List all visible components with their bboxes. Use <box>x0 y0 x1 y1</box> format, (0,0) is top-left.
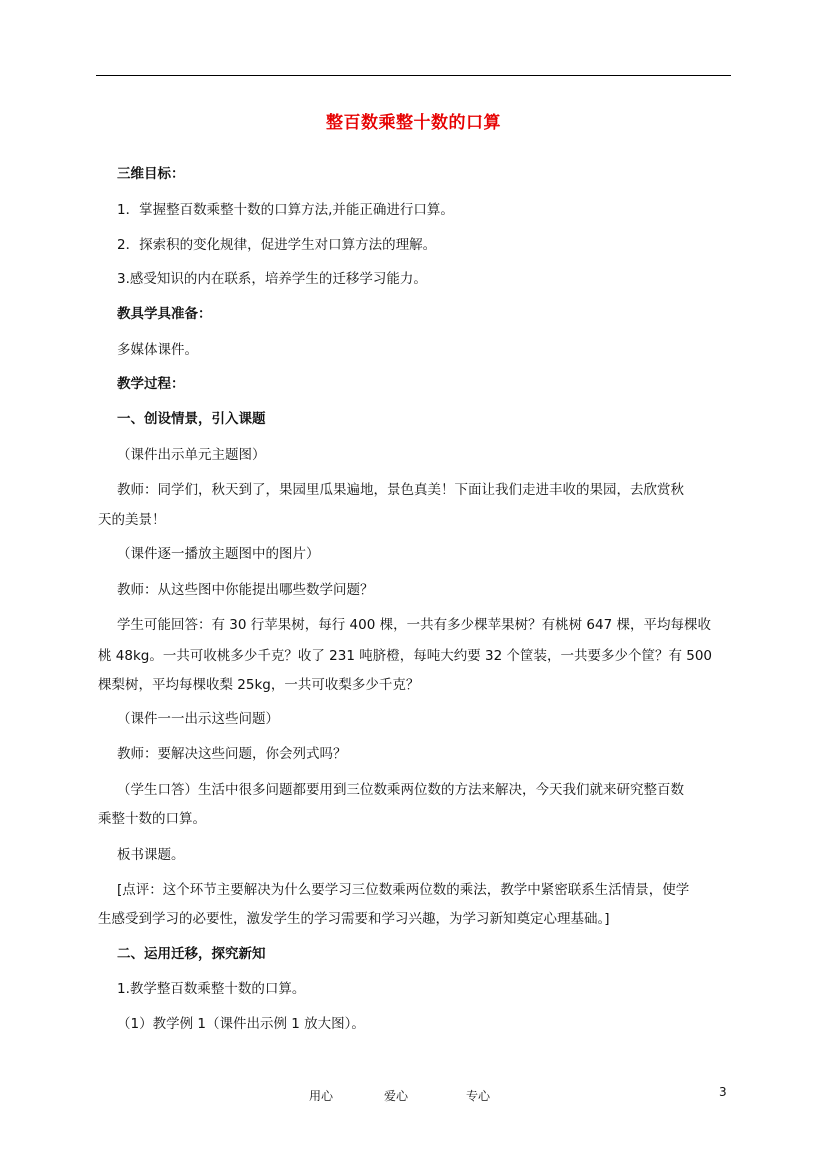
footer-middle: 爱心 <box>384 1089 409 1103</box>
header-rule <box>96 75 731 76</box>
goal-item-3: 3.感受知识的内在联系，培养学生的迁移学习能力。 <box>117 271 427 287</box>
footer-left: 用心 <box>309 1089 334 1103</box>
paragraph-line: 乘整十数的口算。 <box>98 811 206 827</box>
paragraph: 教师：要解决这些问题，你会列式吗？ <box>117 746 347 762</box>
document-title: 整百数乘整十数的口算 <box>326 113 501 133</box>
paragraph: 教师：从这些图中你能提出哪些数学问题？ <box>117 582 374 598</box>
paragraph-line: 桃 48kg。一共可收桃多少千克？收了 231 吨脐橙，每吨大约要 32 个筐装，一共要多少个筐？有 500 <box>98 648 713 664</box>
goal-heading: 三维目标： <box>117 166 185 182</box>
goal-item-1: 1．掌握整百数乘整十数的口算方法,并能正确进行口算。 <box>117 202 454 218</box>
paragraph: （课件一一出示这些问题） <box>117 711 279 727</box>
paragraph-line: 天的美景！ <box>98 512 166 528</box>
paragraph-line: （学生口答）生活中很多问题都要用到三位数乘两位数的方法来解决，今天我们就来研究整百数 <box>117 782 684 798</box>
section-heading-1: 一、创设情景，引入课题 <box>117 411 266 427</box>
comment-line: 生感受到学习的必要性，激发学生的学习需要和学习兴趣，为学习新知奠定心理基础。] <box>98 911 610 927</box>
paragraph-line: 教师：同学们，秋天到了，果园里瓜果遍地，景色真美！下面让我们走进丰收的果园，去欣赏秋 <box>117 482 684 498</box>
paragraph-line: 棵梨树，平均每棵收梨 25kg，一共可收梨多少千克？ <box>98 677 420 693</box>
paragraph: （1）教学例 1（课件出示例 1 放大图）。 <box>117 1016 365 1032</box>
paragraph: （课件逐一播放主题图中的图片） <box>117 546 320 562</box>
process-heading: 教学过程： <box>117 376 185 392</box>
section-heading-2: 二、运用迁移，探究新知 <box>117 946 266 962</box>
paragraph: 板书课题。 <box>117 847 185 863</box>
paragraph-line: 学生可能回答：有 30 行苹果树，每行 400 棵，一共有多少棵苹果树？有桃树 647 棵，平均每棵收 <box>117 617 711 633</box>
prep-heading: 教具学具准备： <box>117 306 212 322</box>
footer-right: 专心 <box>466 1089 491 1103</box>
comment-line: [点评：这个环节主要解决为什么要学习三位数乘两位数的乘法，教学中紧密联系生活情景，使学 <box>117 882 690 898</box>
page-number: 3 <box>719 1085 727 1099</box>
prep-text: 多媒体课件。 <box>117 342 198 358</box>
paragraph: 1.教学整百数乘整十数的口算。 <box>117 981 306 997</box>
goal-item-2: 2．探索积的变化规律，促进学生对口算方法的理解。 <box>117 237 437 253</box>
paragraph: （课件出示单元主题图） <box>117 447 266 463</box>
